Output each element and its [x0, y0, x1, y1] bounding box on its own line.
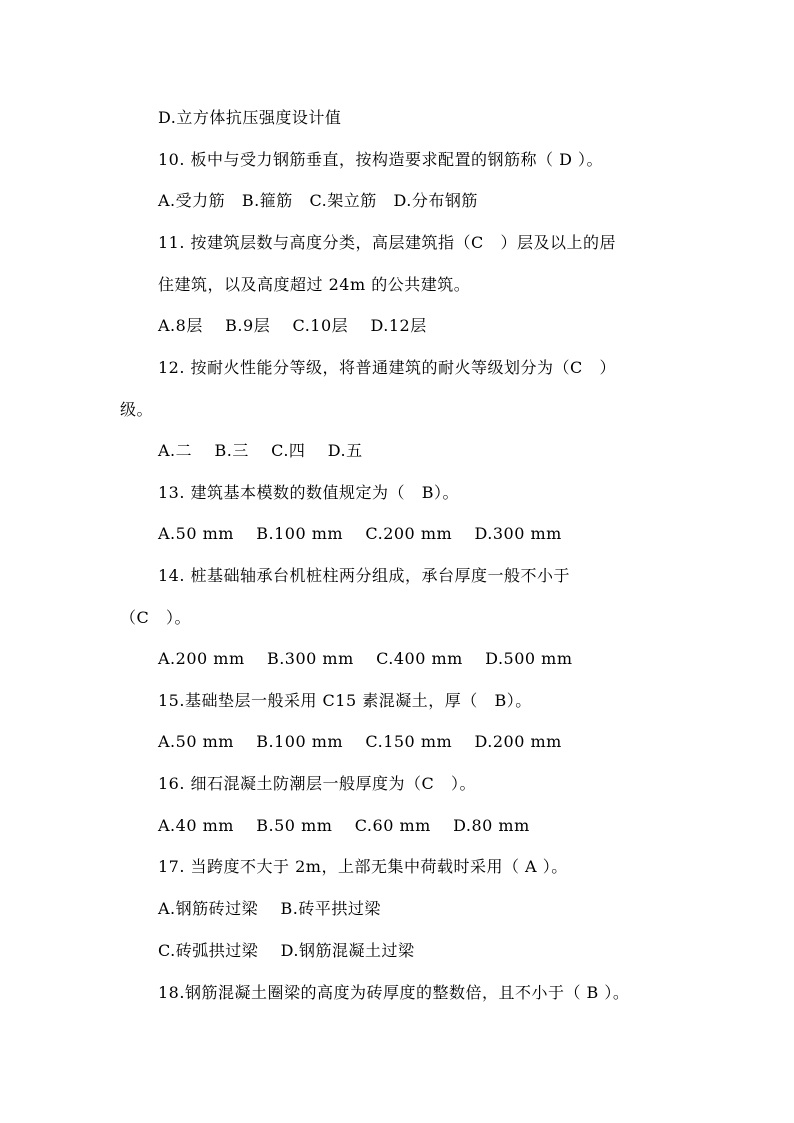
- option-d-q9: D.立方体抗压强度设计值: [158, 108, 342, 127]
- question-13: 13. 建筑基本模数的数值规定为（ B）。: [158, 483, 460, 502]
- question-17: 17. 当跨度不大于 2m，上部无集中荷载时采用（ A ）。: [158, 857, 568, 876]
- options-q10: A.受力筋 B.箍筋 C.架立筋 D.分布钢筋: [158, 191, 478, 210]
- options-q17-ab: A.钢筋砖过梁 B.砖平拱过梁: [158, 899, 381, 918]
- question-11: 11. 按建筑层数与高度分类，高层建筑指（C ）层及以上的居: [158, 233, 617, 252]
- question-18: 18.钢筋混凝土圈梁的高度为砖厚度的整数倍，且不小于（ B ）。: [158, 983, 630, 1002]
- question-16: 16. 细石混凝土防潮层一般厚度为（C ）。: [158, 774, 477, 793]
- question-14: 14. 桩基础轴承台机桩柱两分组成，承台厚度一般不小于: [158, 566, 571, 585]
- question-12: 12. 按耐火性能分等级，将普通建筑的耐火等级划分为（C ）: [158, 358, 617, 377]
- options-q13: A.50 mm B.100 mm C.200 mm D.300 mm: [158, 524, 562, 543]
- question-14-cont: （C ）。: [120, 608, 192, 627]
- options-q15: A.50 mm B.100 mm C.150 mm D.200 mm: [158, 732, 562, 751]
- question-11-cont: 住建筑，以及高度超过 24m 的公共建筑。: [158, 275, 471, 294]
- options-q11: A.8层 B.9层 C.10层 D.12层: [158, 316, 427, 335]
- options-q16: A.40 mm B.50 mm C.60 mm D.80 mm: [158, 816, 530, 835]
- options-q14: A.200 mm B.300 mm C.400 mm D.500 mm: [158, 649, 573, 668]
- question-10: 10. 板中与受力钢筋垂直，按构造要求配置的钢筋称（ D ）。: [158, 150, 604, 169]
- options-q17-cd: C.砖弧拱过梁 D.钢筋混凝土过梁: [158, 941, 415, 960]
- question-12-cont: 级。: [120, 400, 154, 419]
- question-15: 15.基础垫层一般采用 C15 素混凝土，厚（ B）。: [158, 691, 532, 710]
- options-q12: A.二 B.三 C.四 D.五: [158, 441, 363, 460]
